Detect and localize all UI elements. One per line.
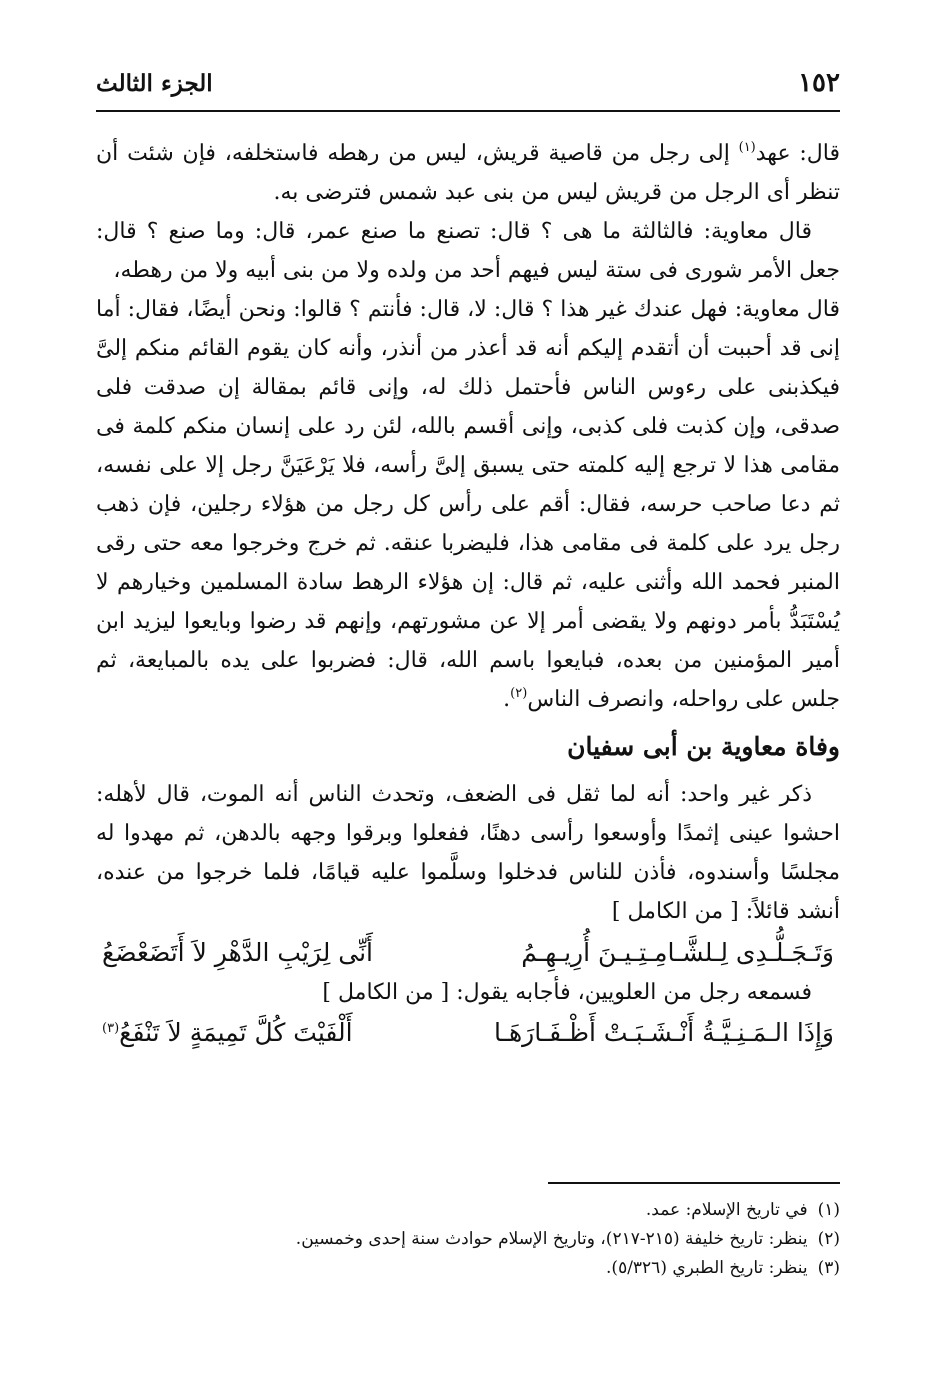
header-rule [96, 110, 840, 112]
verse-2-second-text: أَلْفَيْتَ كُلَّ تَمِيمَةٍ لاَ تَنْفَعُ [119, 1018, 353, 1047]
footnote-1-text: في تاريخ الإسلام: عمد. [645, 1200, 808, 1220]
footnote-3 [96, 1254, 840, 1283]
verse-1-first-hemistich: وَتَـجَـلُّـدِى لِـلشَّـامِـتِـيـنَ أُرِيـهِـمُ [521, 938, 834, 967]
poetry-verse-1 [96, 931, 840, 975]
footnote-3-text: ينظر: تاريخ الطبري (٥/٣٢٦). [606, 1258, 808, 1278]
page-number: ١٥٢ [798, 68, 840, 98]
footnote-2-number: (٢) [817, 1229, 840, 1249]
verse-2-second-hemistich [102, 1011, 353, 1055]
footnote-1-number: (١) [817, 1200, 840, 1220]
paragraph-3-end: . [503, 687, 511, 712]
verse-intro: فسمعه رجل من العلويين، فأجابه يقول: [ من الكامل ] [322, 980, 812, 1005]
paragraph-1 [96, 134, 840, 212]
main-text [96, 134, 840, 1055]
section-paragraph: ذكر غير واحد: أنه لما ثقل فى الضعف، وتحدث الناس أنه الموت، قال لأهله: احشوا عينى إثمدًا وأوسعوا رأسى دهنًا، ففعلوا وبرقوا وجهه بالدهن، ثم مهدوا له مجلسًا وأسندوه، فأذن للناس فدخلوا وسلَّموا عليه قيامًا، فلما خرجوا من عنده، أنشد قائلاً: [ من الكامل ] [96, 782, 840, 924]
book-part-title: الجزء الثالث [96, 70, 213, 97]
paragraph-3-text: قال معاوية: فهل عندك غير هذا ؟ قال: لا، قال: فأنتم ؟ قالوا: ونحن أيضًا، فقال: أما إنى قد أحببت أن أتقدم إليكم أنه قد أعذر من أنذر، وأنه كان يقوم القائم منكم إلىَّ فيكذبنى على رءوس الناس فأحتمل ذلك له، وإنى قائم بمقالة إن صدقت فلى صدقى، وإن كذبت فلى كذبى، وإنى أقسم بالله، لئن رد على إنسان منكم كلمة فى مقامى هذا لا ترجع إليه كلمته حتى يسبق إلىَّ رأسه، فلا يَرْعَيَنَّ رجل إلا على نفسه، ثم دعا صاحب حرسه، فقال: أقم على رأس كل رجل من هؤلاء رجلين، فإن ذهب رجل يرد على كلمة فى مقامى هذا، فليضربا عنقه. ثم خرج وخرجوا معه حتى رقى المنبر فحمد الله وأثنى عليه، ثم قال: إن هؤلاء الرهط سادة المسلمين وخيارهم لا يُسْتَبَدُّ بأمر دونهم ولا يقضى أمر إلا عن مشورتهم، وإنهم قد رضوا وبايعوا ليزيد ابن أمير المؤمنين من بعده، فبايعوا باسم الله، قال: فضربوا على يده بالمبايعة، ثم جلس على رواحله، وانصرف الناس [96, 297, 840, 712]
poetry-verse-2 [96, 1011, 840, 1055]
footnote-3-number: (٣) [817, 1258, 840, 1278]
paragraph-1-text-after: إلى رجل من قاصية قريش، ليس من رهطه فاستخلفه، فإن شئت أن تنظر أى الرجل من قريش ليس من بنى عبد شمس فترضى به. [96, 141, 840, 205]
section-heading: وفاة معاوية بن أبى سفيان [567, 732, 840, 761]
footnote-rule [548, 1182, 840, 1184]
footnote-ref-3: (٣) [102, 1021, 120, 1036]
verse-2-first-hemistich: وَإِذَا الـمَـنِـيَّـةُ أَنْـشَـبَـتْ أَظْـفَـارَهَـا [494, 1018, 834, 1047]
book-page [96, 64, 840, 1314]
footnote-1 [96, 1196, 840, 1225]
paragraph-3 [96, 290, 840, 719]
running-head [96, 64, 840, 108]
paragraph-1-text-before: قال: عهد [755, 141, 840, 166]
paragraph-2: قال معاوية: فالثالثة ما هى ؟ قال: تصنع ما صنع عمر، قال: وما صنع ؟ قال: جعل الأمر شورى فى ستة ليس فيهم أحد من ولده ولا من بنى أبيه ولا من رهطه، [96, 219, 840, 283]
footnote-ref-1: (١) [738, 140, 756, 155]
footnote-2 [96, 1225, 840, 1254]
verse-1-second-hemistich: أَنِّى لِرَيْبِ الدَّهْرِ لاَ أَتَضَعْضَعُ [102, 938, 373, 967]
footnotes [96, 1196, 840, 1283]
footnote-2-text: ينظر: تاريخ خليفة (٢١٥-٢١٧)، وتاريخ الإسلام حوادث سنة إحدى وخمسين. [295, 1229, 808, 1249]
footnote-ref-2: (٢) [510, 686, 528, 701]
